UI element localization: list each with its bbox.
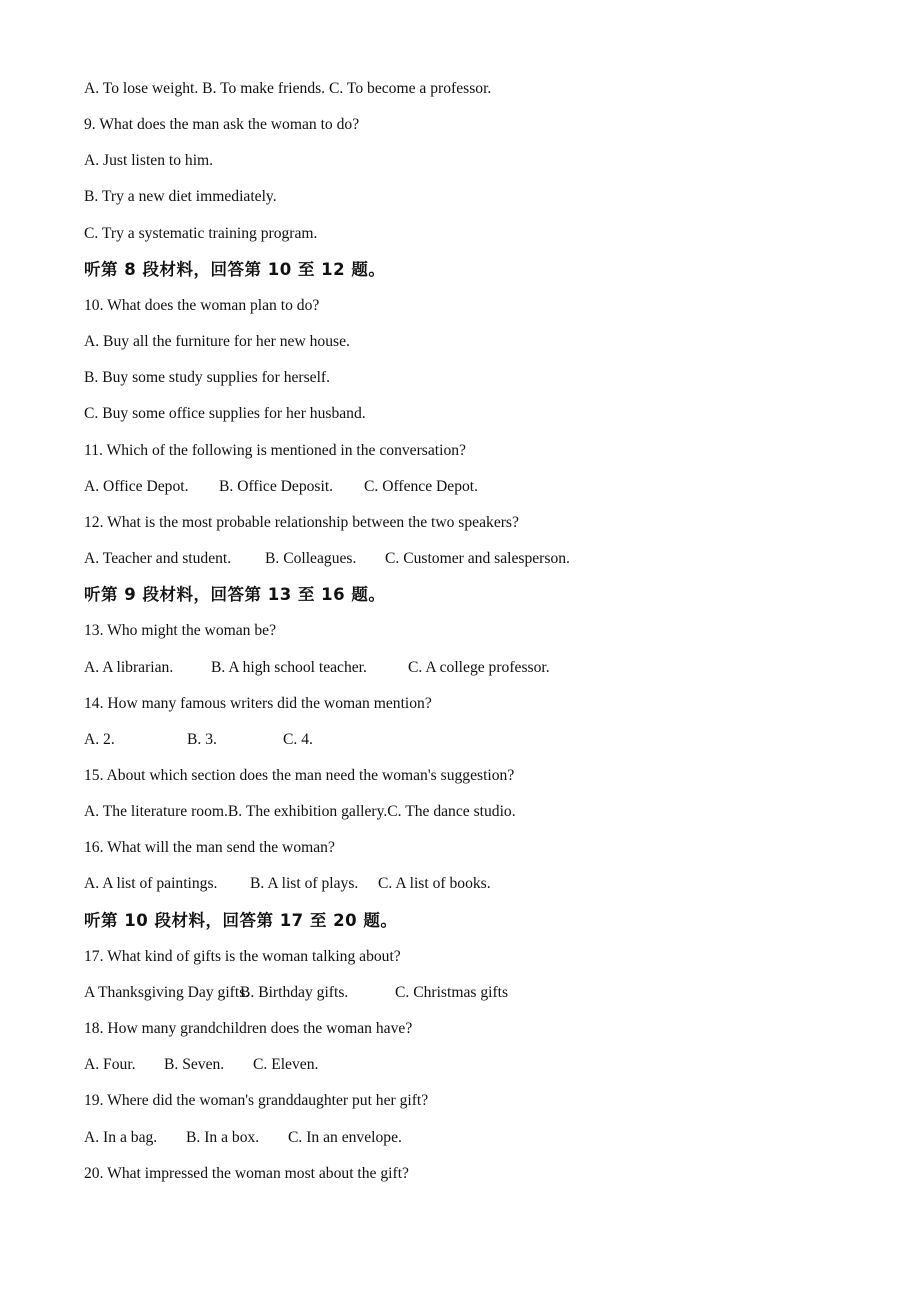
- question-text: 19. Where did the woman's granddaughter put her gift?: [84, 1092, 429, 1110]
- answer-option: A. A list of paintings.: [84, 875, 218, 893]
- question-text: 11. Which of the following is mentioned in the conversation?: [84, 441, 466, 459]
- answer-option: A. In a bag.: [84, 1128, 158, 1146]
- answer-options: [84, 1047, 884, 1083]
- answer-text: A. To lose weight. B. To make friends. C. To become a professor.: [84, 80, 492, 97]
- answer-option: A Thanksgiving Day gifts.: [84, 983, 250, 1001]
- answer-options: [84, 722, 884, 758]
- question-text: 12. What is the most probable relationship between the two speakers?: [84, 513, 519, 531]
- answer-option: C. A college professor.: [408, 658, 550, 676]
- answer-options: [84, 866, 884, 902]
- answer-options: [84, 1120, 884, 1156]
- answer-option: C. Eleven.: [253, 1056, 319, 1074]
- answer-option: B. 3.: [187, 730, 217, 748]
- answer-option: C. Customer and salesperson.: [385, 550, 570, 568]
- answer-option: B. Seven.: [164, 1056, 225, 1074]
- answer-text: B. Try a new diet immediately.: [84, 188, 277, 206]
- question-text: 13. Who might the woman be?: [84, 622, 276, 640]
- answer-text: A. The literature room.B. The exhibition gallery.C. The dance studio.: [84, 803, 516, 821]
- answer-option: A. Four.: [84, 1056, 136, 1074]
- answer-option: B. In a box.: [186, 1128, 260, 1146]
- answer-text: B. Buy some study supplies for herself.: [84, 369, 331, 387]
- question-text: 20. What impressed the woman most about the gift?: [84, 1164, 409, 1182]
- answer-option: A. A librarian.: [84, 658, 174, 676]
- answer-option: B. Birthday gifts.: [240, 983, 349, 1001]
- answer-options: [84, 650, 884, 686]
- document-page: [84, 71, 884, 1192]
- question-text: 18. How many grandchildren does the woman have?: [84, 1020, 413, 1038]
- answer-option: A. 2.: [84, 730, 115, 748]
- answer-option: C. Offence Depot.: [364, 477, 479, 495]
- answer-option: B. A high school teacher.: [211, 658, 367, 676]
- section-heading: 听第 8 段材料，回答第 10 至 12 题。: [84, 259, 386, 279]
- answer-text: A. Buy all the furniture for her new house.: [84, 333, 350, 351]
- answer-option: B. Colleagues.: [265, 550, 357, 568]
- answer-text: A. Just listen to him.: [84, 152, 214, 170]
- answer-option: C. In an envelope.: [288, 1128, 402, 1146]
- question-text: 14. How many famous writers did the woman mention?: [84, 694, 432, 712]
- answer-option: B. Office Deposit.: [219, 477, 334, 495]
- section-heading: 听第 10 段材料，回答第 17 至 20 题。: [84, 910, 398, 930]
- answer-text: C. Buy some office supplies for her husband.: [84, 405, 366, 423]
- answer-options: [84, 975, 884, 1011]
- answer-option: A. Office Depot.: [84, 477, 189, 495]
- section-heading: 听第 9 段材料，回答第 13 至 16 题。: [84, 585, 386, 605]
- answer-option: B. A list of plays.: [250, 875, 359, 893]
- answer-option: A. Teacher and student.: [84, 550, 232, 568]
- answer-text: C. Try a systematic training program.: [84, 224, 318, 242]
- question-text: 9. What does the man ask the woman to do?: [84, 116, 360, 134]
- question-text: 16. What will the man send the woman?: [84, 839, 335, 857]
- answer-options: [84, 469, 884, 505]
- question-text: 10. What does the woman plan to do?: [84, 296, 320, 314]
- answer-options: [84, 541, 884, 577]
- answer-option: C. Christmas gifts: [395, 983, 509, 1001]
- question-text: 15. About which section does the man need the woman's suggestion?: [84, 766, 515, 784]
- answer-option: C. A list of books.: [378, 875, 491, 893]
- question-text: 17. What kind of gifts is the woman talking about?: [84, 947, 401, 965]
- answer-option: C. 4.: [283, 730, 313, 748]
